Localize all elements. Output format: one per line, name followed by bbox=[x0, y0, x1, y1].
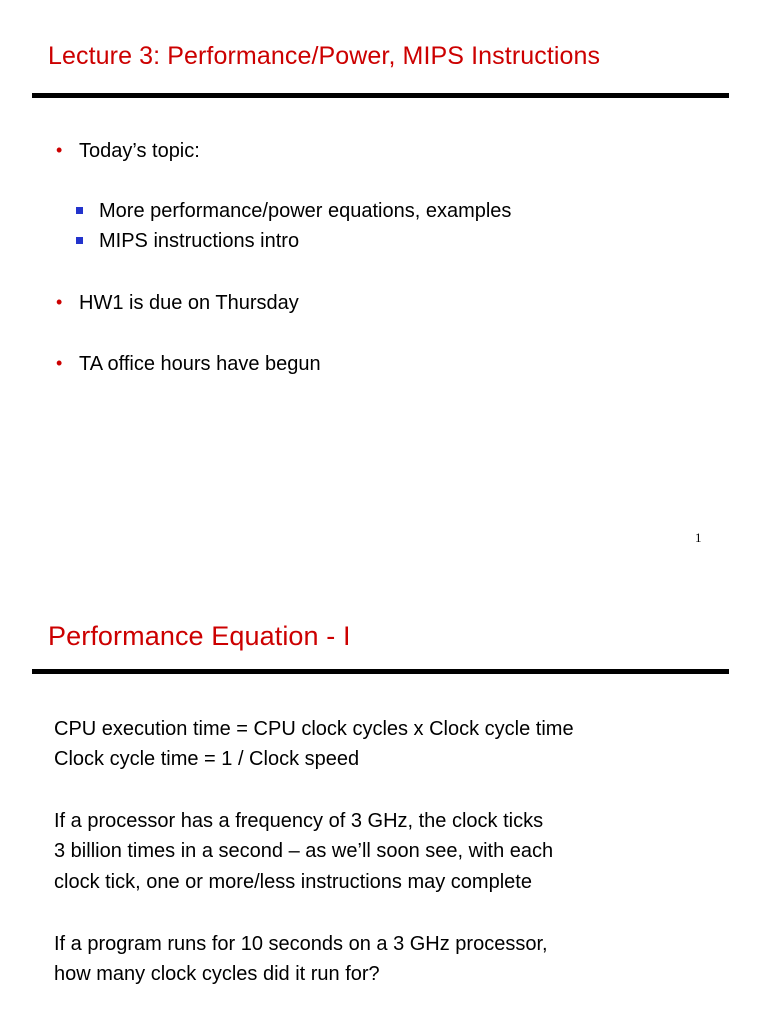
bullet-text: Today’s topic: bbox=[79, 140, 200, 162]
slide-2 bbox=[0, 576, 768, 1024]
red-dot-bullet-icon: • bbox=[56, 292, 63, 312]
slide-title: Lecture 3: Performance/Power, MIPS Instructions bbox=[48, 42, 601, 70]
body-text-line: how many clock cycles did it run for? bbox=[54, 963, 380, 985]
title-divider bbox=[32, 669, 729, 674]
slide-title: Performance Equation - I bbox=[48, 621, 351, 651]
body-text-line: CPU execution time = CPU clock cycles x Clock cycle time bbox=[54, 718, 574, 740]
title-divider bbox=[32, 93, 729, 98]
body-text-line: clock tick, one or more/less instructions may complete bbox=[54, 871, 532, 893]
body-text-line: If a program runs for 10 seconds on a 3 GHz processor, bbox=[54, 933, 548, 955]
bullet-text: TA office hours have begun bbox=[79, 353, 321, 375]
body-text-line: 3 billion times in a second – as we’ll soon see, with each bbox=[54, 840, 554, 862]
blue-square-bullet-icon bbox=[76, 207, 83, 214]
body-text-line: Clock cycle time = 1 / Clock speed bbox=[54, 748, 360, 770]
body-text-line: If a processor has a frequency of 3 GHz, the clock ticks bbox=[54, 810, 544, 832]
blue-square-bullet-icon bbox=[76, 237, 83, 244]
sub-bullet-text: MIPS instructions intro bbox=[99, 230, 300, 252]
sub-bullet-text: More performance/power equations, examples bbox=[99, 200, 512, 222]
red-dot-bullet-icon: • bbox=[56, 353, 63, 373]
bullet-text: HW1 is due on Thursday bbox=[79, 292, 299, 314]
page-number: 1 bbox=[695, 530, 702, 545]
red-dot-bullet-icon: • bbox=[56, 140, 63, 160]
